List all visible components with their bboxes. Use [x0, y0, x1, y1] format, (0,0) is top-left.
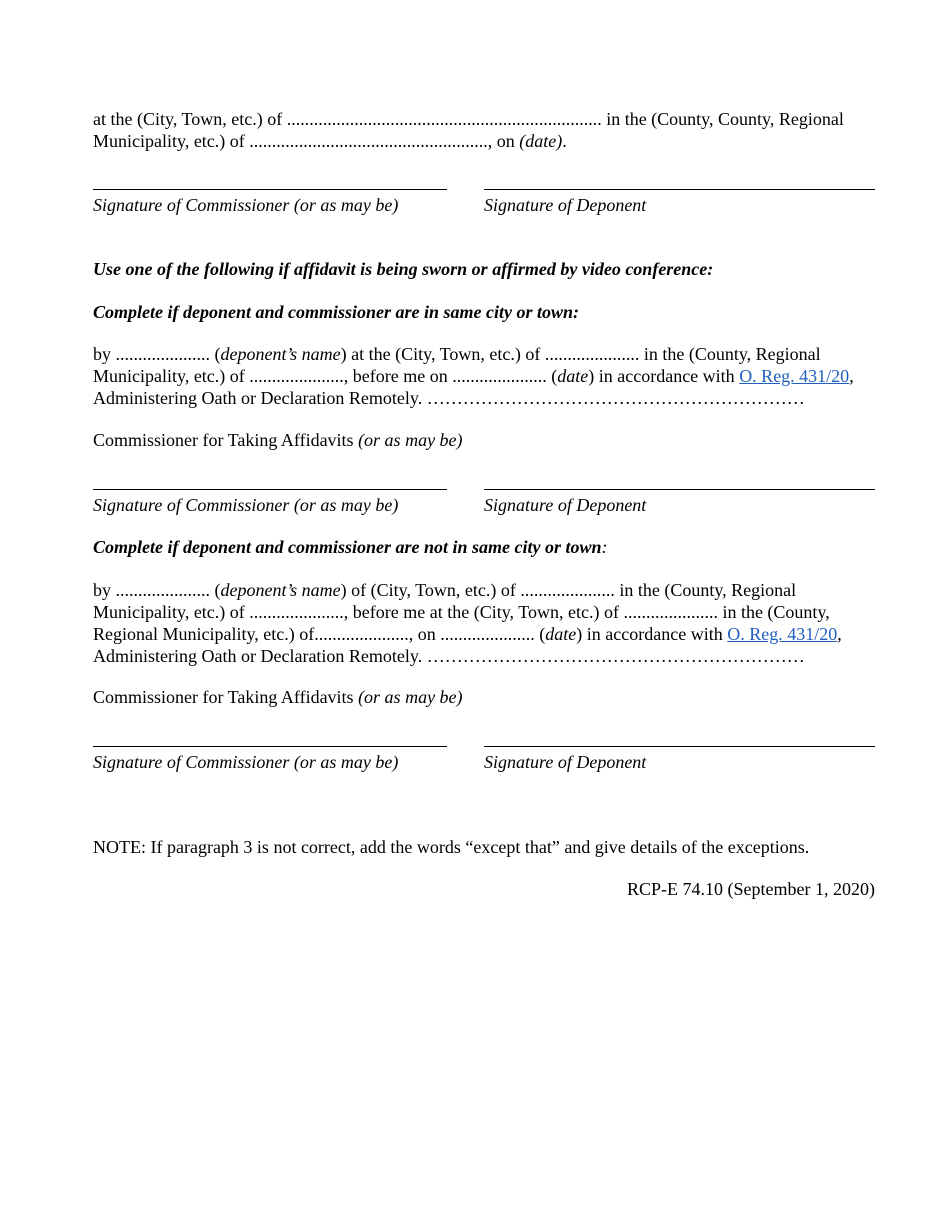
not-same-city-line-2: Municipality, etc.) of ....................., before me at the (City, Town, etc.) of ..................... in the (County, — [93, 602, 830, 622]
intro-line-1: at the (City, Town, etc.) of ...................................................................... in the (County, County, Regional — [93, 109, 844, 129]
not-same-city-paragraph — [93, 579, 883, 667]
signature-row-3 — [93, 746, 875, 786]
deponent-signature-caption: Signature of Deponent — [484, 752, 647, 772]
deponent-name-placeholder: deponent’s name — [220, 580, 341, 600]
date-placeholder: date — [557, 366, 589, 386]
o-reg-431-20-link[interactable]: O. Reg. 431/20 — [727, 624, 838, 644]
note-text: NOTE: If paragraph 3 is not correct, add the words “except that” and give details of the exceptions. — [93, 837, 810, 857]
signature-line — [93, 489, 447, 490]
commissioner-signature-caption: Signature of Commissioner (or as may be) — [93, 752, 399, 772]
same-city-heading: Complete if deponent and commissioner are in same city or town: — [93, 302, 579, 322]
form-identifier: RCP-E 74.10 (September 1, 2020) — [627, 879, 875, 899]
not-same-city-line-3: Regional Municipality, etc.) of....................., on ..................... (date) in accordance with O. Reg. 431/20, — [93, 624, 842, 644]
signature-line — [484, 746, 875, 747]
signature-line — [484, 189, 875, 190]
date-placeholder: (date) — [519, 131, 563, 151]
signature-line — [93, 746, 447, 747]
signature-row-2 — [93, 489, 875, 529]
not-same-city-commissioner-label: Commissioner for Taking Affidavits (or as may be) — [93, 687, 463, 707]
deponent-signature-block — [484, 489, 875, 516]
commissioner-signature-caption: Signature of Commissioner (or as may be) — [93, 495, 399, 515]
o-reg-431-20-link[interactable]: O. Reg. 431/20 — [739, 366, 850, 386]
video-conference-heading: Use one of the following if affidavit is being sworn or affirmed by video conference: — [93, 259, 714, 279]
deponent-name-placeholder: deponent’s name — [220, 344, 341, 364]
intro-paragraph — [93, 108, 883, 152]
commissioner-signature-caption: Signature of Commissioner (or as may be) — [93, 195, 399, 215]
same-city-line-2: Municipality, etc.) of ....................., before me on ..................... (date) in accordance with O. Reg. 431/20, — [93, 366, 854, 386]
same-city-commissioner-label: Commissioner for Taking Affidavits (or as may be) — [93, 430, 463, 450]
not-same-city-line-1: by ..................... (deponent’s name) of (City, Town, etc.) of ..................... in the (County, Regional — [93, 580, 797, 600]
deponent-signature-block — [484, 746, 875, 773]
same-city-paragraph — [93, 343, 883, 409]
same-city-line-1: by ..................... (deponent’s name) at the (City, Town, etc.) of ..................... in the (County, Regional — [93, 344, 821, 364]
signature-row-1 — [93, 189, 875, 229]
deponent-signature-caption: Signature of Deponent — [484, 495, 647, 515]
commissioner-signature-block — [93, 746, 447, 773]
signature-line — [93, 189, 447, 190]
not-same-city-heading: Complete if deponent and commissioner are not in same city or town: — [93, 537, 608, 557]
same-city-line-3: Administering Oath or Declaration Remotely. ……………………………………………………… — [93, 388, 805, 408]
not-same-city-line-4: Administering Oath or Declaration Remotely. ……………………………………………………… — [93, 646, 805, 666]
intro-line-2: Municipality, etc.) of ....................................................., on (date). — [93, 131, 567, 151]
commissioner-signature-block — [93, 189, 447, 216]
deponent-signature-caption: Signature of Deponent — [484, 195, 647, 215]
deponent-signature-block — [484, 189, 875, 216]
date-placeholder: date — [545, 624, 577, 644]
commissioner-signature-block — [93, 489, 447, 516]
signature-line — [484, 489, 875, 490]
